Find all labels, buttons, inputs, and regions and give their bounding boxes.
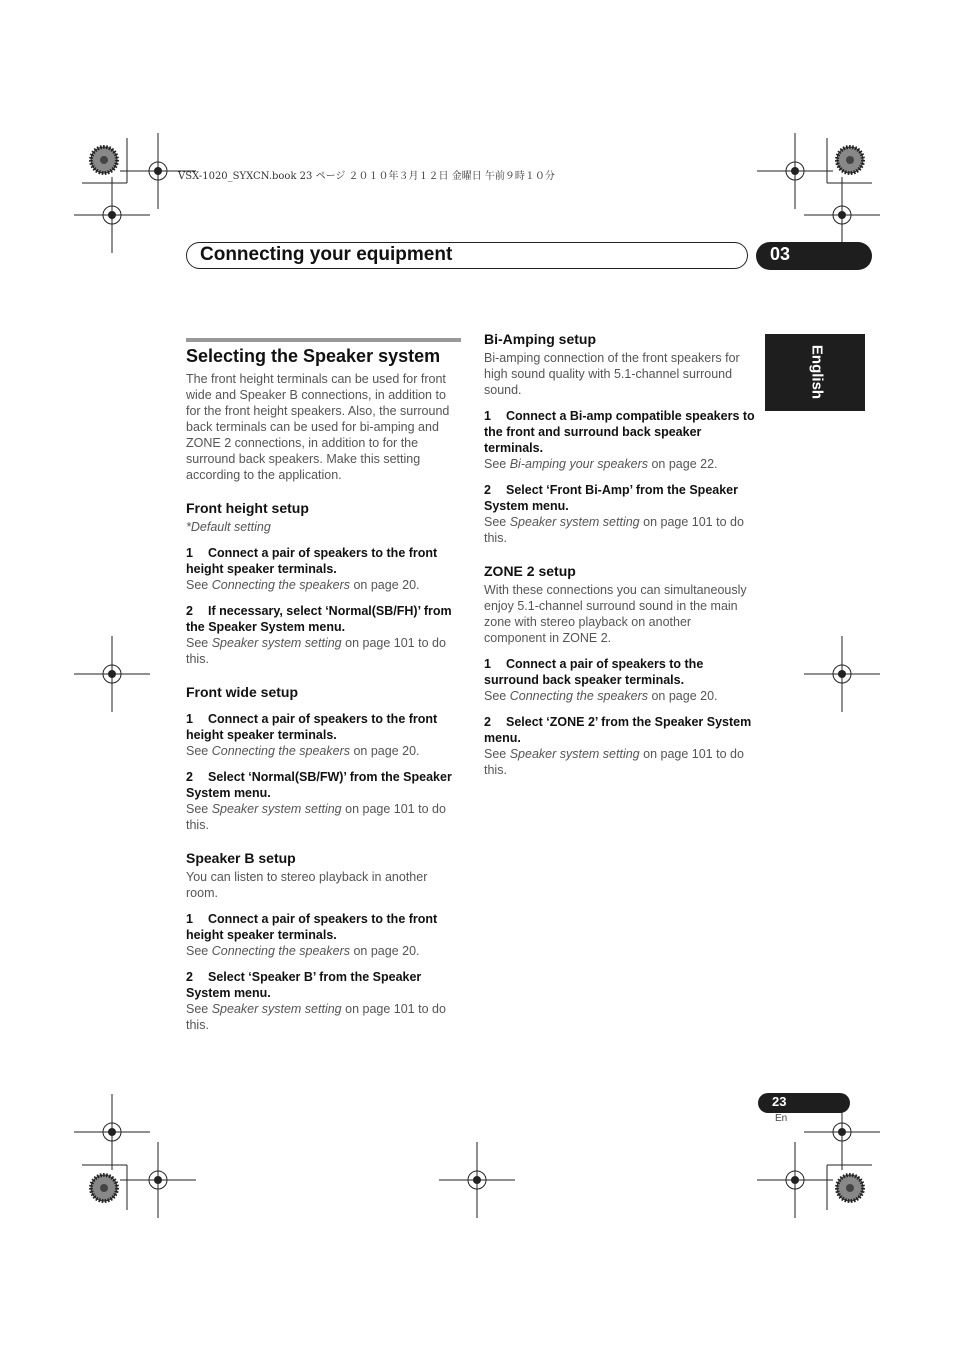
- chapter-number: 03: [756, 242, 872, 270]
- see-reference: See Speaker system setting on page 101 to do this.: [484, 515, 744, 545]
- left-column: [186, 338, 461, 1033]
- step-instruction: 1 Connect a pair of speakers to the front height speaker terminals.: [186, 546, 438, 576]
- chapter-title: Connecting your equipment: [200, 244, 453, 265]
- right-column: [484, 330, 756, 778]
- see-reference: See Bi-amping your speakers on page 22.: [484, 457, 718, 471]
- section-heading-front-height: Front height setup: [186, 500, 309, 516]
- page-title: Selecting the Speaker system: [186, 346, 441, 366]
- step-instruction: 2 If necessary, select ‘Normal(SB/FH)’ from the Speaker System menu.: [186, 604, 452, 634]
- section-heading-speaker-b: Speaker B setup: [186, 850, 296, 866]
- see-reference: See Speaker system setting on page 101 to do this.: [186, 636, 446, 666]
- see-reference: See Connecting the speakers on page 20.: [484, 689, 718, 703]
- step-instruction: 2 Select ‘Front Bi-Amp’ from the Speaker System menu.: [484, 483, 738, 513]
- step-instruction: 1 Connect a Bi-amp compatible speakers to the front and surround back speaker terminals.: [484, 409, 755, 455]
- language-tab: [765, 334, 865, 411]
- step-instruction: 1 Connect a pair of speakers to the front height speaker terminals.: [186, 912, 438, 942]
- section-intro: You can listen to stereo playback in another room.: [186, 870, 428, 900]
- section-heading-front-wide: Front wide setup: [186, 684, 298, 700]
- see-reference: See Speaker system setting on page 101 to do this.: [186, 802, 446, 832]
- see-reference: See Connecting the speakers on page 20.: [186, 944, 420, 958]
- page-language: En: [775, 1113, 788, 1124]
- see-reference: See Speaker system setting on page 101 to do this.: [484, 747, 744, 777]
- step-instruction: 2 Select ‘Normal(SB/FW)’ from the Speaker System menu.: [186, 770, 452, 800]
- section-heading-bi-amping: Bi-Amping setup: [484, 331, 596, 347]
- book-file-line: VSX-1020_SYXCN.book 23 ページ ２０１０年３月１２日 金曜日 午前９時１０分: [178, 171, 555, 182]
- see-reference: See Connecting the speakers on page 20.: [186, 578, 420, 592]
- step-instruction: 1 Connect a pair of speakers to the surround back speaker terminals.: [484, 657, 704, 687]
- section-intro: With these connections you can simultaneously enjoy 5.1-channel surround sound in the main zone with stereo playback on another component in ZONE 2.: [484, 583, 747, 645]
- section-intro: Bi-amping connection of the front speakers for high sound quality with 5.1-channel surround sound.: [484, 351, 740, 397]
- language-label: English: [808, 344, 826, 400]
- see-reference: See Connecting the speakers on page 20.: [186, 744, 420, 758]
- step-instruction: 2 Select ‘ZONE 2’ from the Speaker System menu.: [484, 715, 752, 745]
- step-instruction: 2 Select ‘Speaker B’ from the Speaker System menu.: [186, 970, 422, 1000]
- step-instruction: 1 Connect a pair of speakers to the front height speaker terminals.: [186, 712, 438, 742]
- title-rule: [186, 338, 461, 342]
- default-setting-note: *Default setting: [186, 520, 271, 534]
- section-heading-zone2: ZONE 2 setup: [484, 563, 576, 579]
- intro-paragraph: The front height terminals can be used for front wide and Speaker B connections, in addition to for the front height speakers. Also, the surround back terminals can be used for bi-amping and ZONE 2 connections, in addition to for the surround back speakers. Make this setting according to the application.: [186, 372, 450, 482]
- page-number: 23: [758, 1093, 850, 1113]
- see-reference: See Speaker system setting on page 101 to do this.: [186, 1002, 446, 1032]
